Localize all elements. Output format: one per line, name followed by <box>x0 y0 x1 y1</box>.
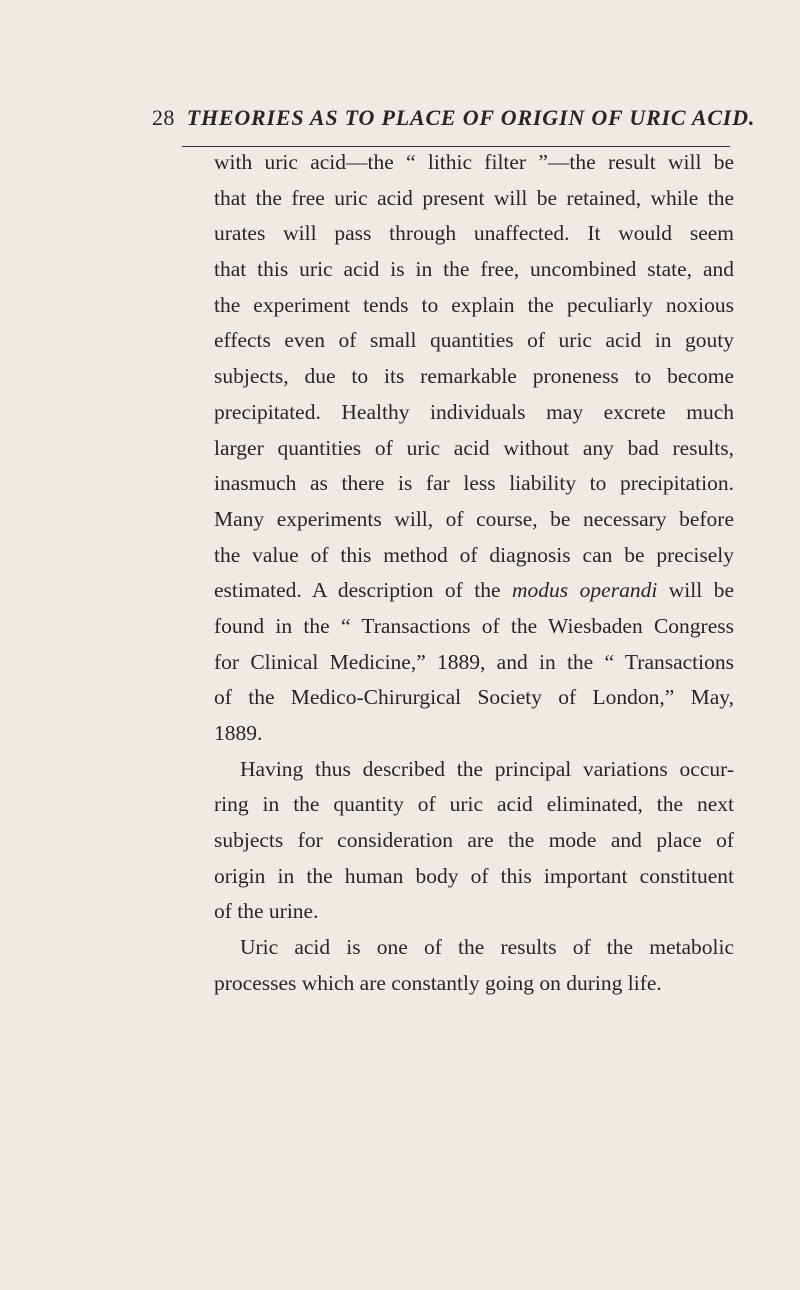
running-head-title: THEORIES AS TO PLACE OF ORIGIN OF URIC ACID. <box>186 105 756 130</box>
text-line: precipitated. Healthy individuals may excrete much <box>214 399 734 424</box>
text-line: subjects for consideration are the mode and place of <box>214 828 734 853</box>
text-line: the value of this method of diagnosis can be precisely <box>214 542 734 567</box>
text-line: larger quantities of uric acid without any bad results, <box>214 435 734 460</box>
text-line: that the free uric acid present will be retained, while the <box>214 185 734 210</box>
text-line: that this uric acid is in the free, uncombined state, and <box>214 257 734 282</box>
page-number: 28 <box>152 105 175 130</box>
text-fragment: estimated. A description of the <box>214 578 513 603</box>
text-line: processes which are constantly going on during life. <box>214 970 662 995</box>
body-text <box>214 145 734 1002</box>
text-line: 1889. <box>214 721 263 745</box>
text-line: for Clinical Medicine,” 1889, and in the “ Transactions <box>214 649 734 674</box>
text-line: Many experiments will, of course, be necessary before <box>214 506 734 531</box>
text-fragment: will be <box>657 578 734 603</box>
text-line-with-italic <box>214 573 734 609</box>
italic-phrase: modus operandi <box>512 578 658 603</box>
running-head <box>152 103 756 133</box>
text-line: found in the “ Transactions of the Wiesbaden Congress <box>214 613 734 638</box>
text-line: ring in the quantity of uric acid eliminated, the next <box>214 792 734 817</box>
text-line: origin in the human body of this important constituent <box>214 863 734 888</box>
text-line: urates will pass through unaffected. It would seem <box>214 221 734 246</box>
text-line: the experiment tends to explain the peculiarly noxious <box>214 292 734 317</box>
text-line: Uric acid is one of the results of the metabolic <box>240 935 734 960</box>
text-line: inasmuch as there is far less liability to precipitation. <box>214 471 734 496</box>
text-line: with uric acid—the “ lithic filter ”—the result will be <box>214 150 734 174</box>
text-line: of the Medico-Chirurgical Society of London,” May, <box>214 685 734 710</box>
text-line: effects even of small quantities of uric acid in gouty <box>214 328 734 353</box>
text-line: of the urine. <box>214 899 319 924</box>
text-line: Having thus described the principal variations occur- <box>240 756 734 781</box>
text-line: subjects, due to its remarkable proneness to become <box>214 364 734 389</box>
